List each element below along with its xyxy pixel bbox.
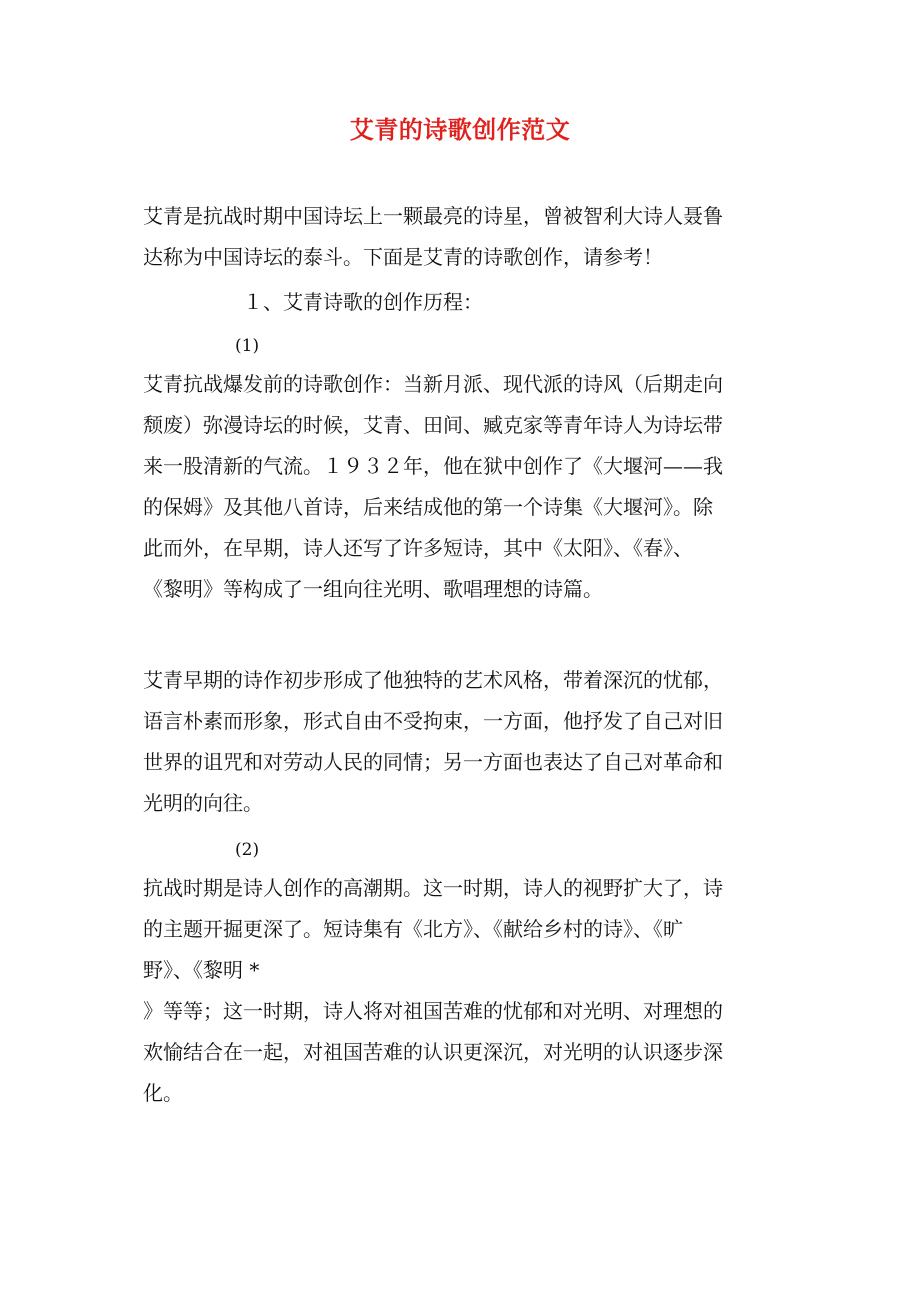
section-heading: １、艾青诗歌的创作历程： bbox=[243, 290, 483, 314]
intro-paragraph bbox=[143, 196, 783, 278]
text-line: 来一股清新的气流。１９３２年，他在狱中创作了《大堰河——我 bbox=[143, 454, 723, 478]
text-line: 此而外，在早期，诗人还写了许多短诗，其中《太阳》、《春》、 bbox=[143, 536, 693, 560]
text-line: 抗战时期是诗人创作的高潮期。这一时期，诗人的视野扩大了，诗 bbox=[143, 876, 723, 900]
paragraph-1 bbox=[143, 364, 783, 610]
section-marker-2: (2) bbox=[235, 840, 260, 860]
text-line: 艾青是抗战时期中国诗坛上一颗最亮的诗星，曾被智利大诗人聂鲁 bbox=[143, 204, 723, 228]
text-line: 化。 bbox=[143, 1081, 183, 1105]
text-line: 达称为中国诗坛的泰斗。下面是艾青的诗歌创作，请参考！ bbox=[143, 245, 663, 269]
text-line: 艾青早期的诗作初步形成了他独特的艺术风格，带着深沉的忧郁， bbox=[143, 668, 723, 692]
text-line: 《黎明》等构成了一组向往光明、歌唱理想的诗篇。 bbox=[143, 577, 603, 601]
text-line: 的主题开掘更深了。短诗集有《北方》、《献给乡村的诗》、《旷 bbox=[143, 917, 683, 941]
text-line: 艾青抗战爆发前的诗歌创作：当新月派、现代派的诗风（后期走向 bbox=[143, 372, 723, 396]
section-marker-1: (1) bbox=[235, 336, 260, 356]
text-line: 》等等；这一时期，诗人将对祖国苦难的忧郁和对光明、对理想的 bbox=[143, 999, 723, 1023]
text-line: 语言朴素而形象，形式自由不受拘束，一方面，他抒发了自己对旧 bbox=[143, 709, 723, 733]
text-line: 颓废）弥漫诗坛的时候，艾青、田间、臧克家等青年诗人为诗坛带 bbox=[143, 413, 723, 437]
text-line: 世界的诅咒和对劳动人民的同情；另一方面也表达了自己对革命和 bbox=[143, 750, 723, 774]
text-line: 野》、《黎明 * bbox=[143, 958, 260, 982]
paragraph-2 bbox=[143, 660, 783, 824]
text-line: 的保姆》及其他八首诗，后来结成他的第一个诗集《大堰河》。除 bbox=[143, 495, 713, 519]
document-title: 艾青的诗歌创作范文 bbox=[349, 115, 571, 144]
text-line: 光明的向往。 bbox=[143, 791, 263, 815]
paragraph-3 bbox=[143, 868, 783, 1114]
text-line: 欢愉结合在一起，对祖国苦难的认识更深沉，对光明的认识逐步深 bbox=[143, 1040, 723, 1064]
